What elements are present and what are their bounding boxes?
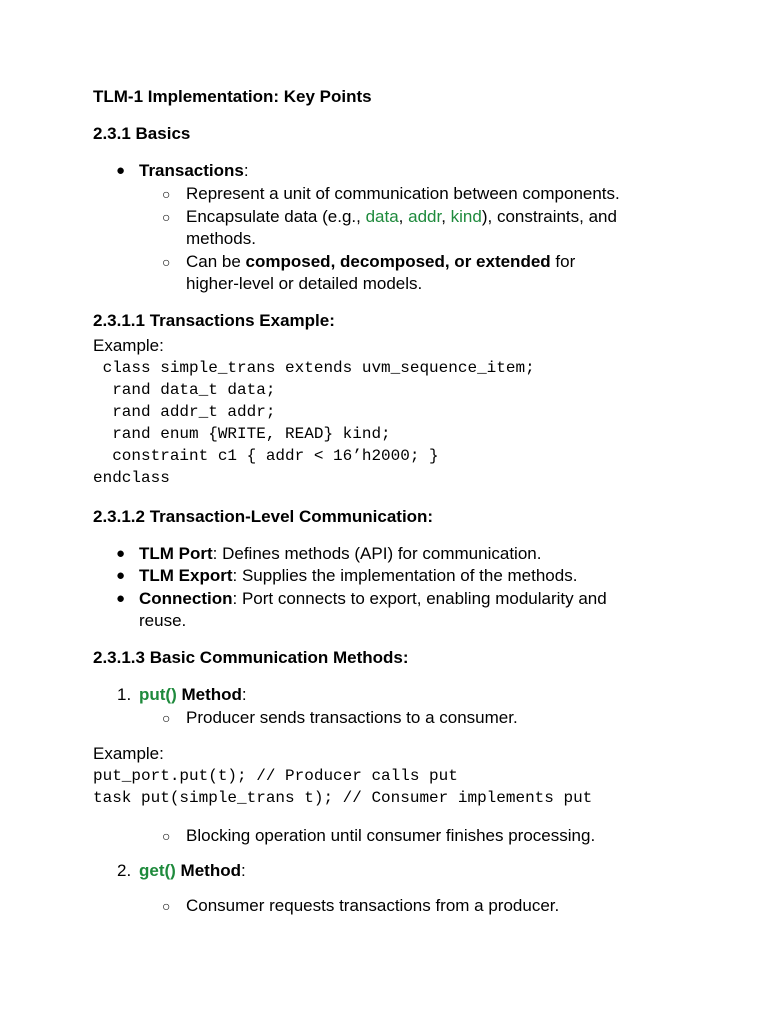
transactions-sub1: Represent a unit of communication between components.: [186, 184, 620, 203]
page-title: TLM-1 Implementation: Key Points: [93, 87, 372, 106]
keyword-kind: kind: [450, 207, 482, 226]
code-line: constraint c1 { addr < 16’h2000; }: [93, 447, 439, 465]
code-line: endclass: [93, 469, 170, 487]
tlc-text: : Defines methods (API) for communication.: [212, 544, 542, 563]
code-line: put_port.put(t); // Producer calls put: [93, 767, 458, 785]
put-method-item: [139, 684, 247, 706]
circle-bullet-icon: ○: [162, 710, 171, 726]
section-heading-example: 2.3.1.1 Transactions Example:: [93, 311, 335, 330]
tlc-item-export: [139, 565, 577, 587]
list-number: 2.: [117, 861, 132, 880]
transactions-sub3: [186, 251, 575, 273]
bullet-icon: ●: [116, 162, 126, 179]
tlc-label: Connection: [139, 589, 233, 608]
sub2-comma: ,: [441, 207, 451, 226]
circle-bullet-icon: ○: [162, 828, 171, 844]
colon-text: :: [240, 861, 246, 880]
list-number: 1.: [117, 685, 132, 704]
put-sub2: Blocking operation until consumer finishes processing.: [186, 826, 596, 845]
colon-text: :: [241, 685, 247, 704]
code-line: task put(simple_trans t); // Consumer implements put: [93, 789, 593, 807]
code-line: class simple_trans extends uvm_sequence_item;: [93, 359, 535, 377]
code-line: rand enum {WRITE, READ} kind;: [93, 425, 391, 443]
sub3-post: for: [550, 252, 576, 271]
keyword-addr: addr: [408, 207, 442, 226]
circle-bullet-icon: ○: [162, 209, 171, 225]
circle-bullet-icon: ○: [162, 186, 171, 202]
sub3-pre: Can be: [186, 252, 246, 271]
tlc-text: : Port connects to export, enabling modularity and: [232, 589, 607, 608]
method-word: Method: [175, 861, 241, 880]
bullet-icon: ●: [116, 567, 126, 584]
get-method-item: [139, 860, 246, 882]
sub2-comma: ,: [398, 207, 409, 226]
tlc-label: TLM Export: [139, 566, 233, 585]
circle-bullet-icon: ○: [162, 254, 171, 270]
section-heading-basics: 2.3.1 Basics: [93, 124, 191, 143]
transactions-item: [139, 160, 249, 182]
transactions-label: Transactions: [139, 161, 244, 180]
example-label: Example:: [93, 336, 164, 355]
sub2-pre: Encapsulate data (e.g.,: [186, 207, 366, 226]
tlc-text: : Supplies the implementation of the methods.: [232, 566, 578, 585]
code-line: rand data_t data;: [93, 381, 276, 399]
method-word: Method: [176, 685, 242, 704]
code-line: rand addr_t addr;: [93, 403, 276, 421]
put-sub1: Producer sends transactions to a consumer.: [186, 708, 518, 727]
tlc-item-connection: [139, 588, 607, 610]
transactions-sub2: [186, 206, 617, 228]
put-method-name: put(): [139, 685, 177, 704]
transactions-sub2-line2: methods.: [186, 229, 256, 248]
sub2-post: ), constraints, and: [481, 207, 617, 226]
bullet-icon: ●: [116, 590, 126, 607]
tlc-item-connection-line2: reuse.: [139, 611, 187, 630]
colon-text: :: [243, 161, 249, 180]
example-label: Example:: [93, 744, 164, 763]
sub3-bold: composed, decomposed, or extended: [245, 252, 551, 271]
get-sub1: Consumer requests transactions from a producer.: [186, 896, 560, 915]
circle-bullet-icon: ○: [162, 898, 171, 914]
section-heading-tlc: 2.3.1.2 Transaction-Level Communication:: [93, 507, 434, 526]
transactions-sub3-line2: higher-level or detailed models.: [186, 274, 423, 293]
get-method-name: get(): [139, 861, 176, 880]
tlc-label: TLM Port: [139, 544, 213, 563]
keyword-data: data: [365, 207, 399, 226]
section-heading-methods: 2.3.1.3 Basic Communication Methods:: [93, 648, 409, 667]
bullet-icon: ●: [116, 545, 126, 562]
tlc-item-port: [139, 543, 541, 565]
